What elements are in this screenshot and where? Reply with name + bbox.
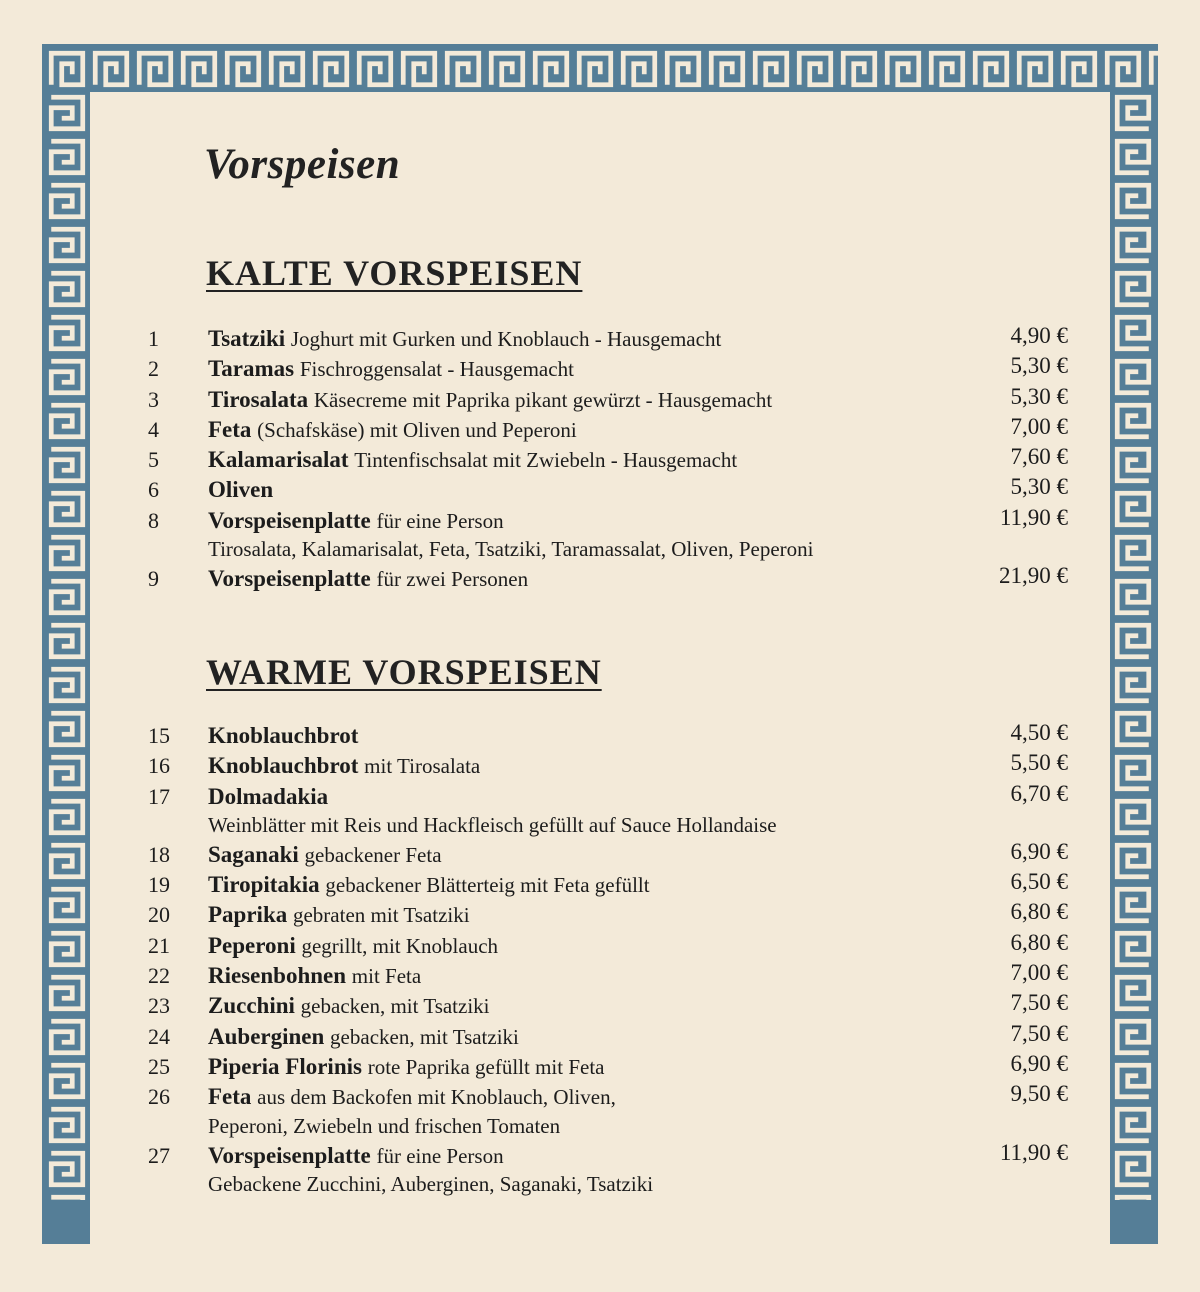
item-description: aus dem Backofen mit Knoblauch, Oliven, — [257, 1085, 616, 1110]
item-name: Oliven — [208, 477, 274, 503]
menu-item — [148, 1141, 1068, 1171]
item-price: 7,50 € — [1010, 990, 1068, 1016]
item-price: 6,70 € — [1010, 780, 1068, 806]
item-name: Riesenbohnen mit Feta — [208, 963, 422, 989]
item-number: 27 — [148, 1142, 170, 1168]
item-number: 26 — [148, 1084, 170, 1110]
item-description: für eine Person — [376, 508, 504, 533]
item-price: 5,30 € — [1010, 474, 1068, 500]
item-number: 18 — [148, 841, 170, 867]
item-name: Knoblauchbrot — [208, 723, 359, 748]
item-price: 4,90 € — [1010, 323, 1068, 348]
item-description: für zwei Personen — [376, 567, 529, 592]
item-price: 4,50 € — [1010, 720, 1068, 745]
menu-list-kalte — [148, 324, 1068, 594]
item-name: Dolmadakia — [208, 783, 329, 809]
item-description: Fischroggensalat - Hausgemacht — [299, 357, 574, 382]
page-title: Vorspeisen — [204, 141, 401, 188]
item-name: Paprika gebraten mit Tsatziki — [208, 902, 470, 928]
item-price: 7,00 € — [1010, 413, 1068, 439]
menu-item — [148, 475, 1068, 505]
item-name: Tsatziki Joghurt mit Gurken und Knoblauch - Hausgemacht — [208, 326, 722, 351]
item-name: Vorspeisenplatte für eine Person — [208, 507, 504, 533]
item-number: 6 — [148, 477, 159, 503]
menu-item — [148, 415, 1068, 445]
item-description: (Schafskäse) mit Oliven und Peperoni — [257, 417, 577, 442]
menu-item — [148, 870, 1068, 900]
item-price: 5,30 € — [1010, 383, 1068, 409]
item-price: 9,50 € — [1010, 1081, 1068, 1107]
item-name: Knoblauchbrot mit Tirosalata — [208, 753, 481, 779]
item-description: Tintenfischsalat mit Zwiebeln - Hausgemacht — [354, 448, 738, 473]
item-name: Kalamarisalat Tintenfischsalat mit Zwiebeln - Hausgemacht — [208, 447, 738, 473]
menu-list-warme — [148, 721, 1068, 1199]
item-price: 7,00 € — [1010, 960, 1068, 986]
item-number: 3 — [148, 386, 159, 412]
item-details: Peperoni, Zwiebeln und frischen Tomaten — [208, 1113, 561, 1138]
item-description: gegrillt, mit Knoblauch — [301, 933, 499, 958]
item-name: Feta aus dem Backofen mit Knoblauch, Oliven, — [208, 1084, 616, 1110]
item-price: 11,90 € — [999, 504, 1068, 530]
item-number: 19 — [148, 872, 170, 898]
item-number: 24 — [148, 1023, 170, 1049]
menu-item — [148, 506, 1068, 536]
item-description: gebackener Feta — [304, 842, 442, 867]
item-description: gebacken, mit Tsatziki — [300, 994, 490, 1019]
item-description: Joghurt mit Gurken und Knoblauch - Hausgemacht — [290, 327, 722, 351]
item-price: 6,80 € — [1010, 929, 1068, 955]
section-title-kalte: KALTE VORSPEISEN — [206, 253, 583, 293]
item-name: Auberginen gebacken, mit Tsatziki — [208, 1023, 519, 1049]
menu-item — [148, 782, 1068, 812]
item-price: 6,50 € — [1010, 869, 1068, 895]
item-name: Vorspeisenplatte für zwei Personen — [208, 566, 529, 592]
menu-item — [148, 324, 1068, 354]
menu-item — [148, 1082, 1068, 1112]
item-number: 9 — [148, 566, 159, 592]
item-number: 4 — [148, 416, 159, 442]
item-number: 5 — [148, 447, 159, 473]
menu-item — [148, 931, 1068, 961]
item-number: 1 — [148, 326, 159, 351]
item-description: mit Feta — [351, 964, 422, 989]
item-price: 7,60 € — [1010, 444, 1068, 470]
item-price: 11,90 € — [999, 1139, 1068, 1165]
item-description: mit Tirosalata — [364, 754, 481, 779]
item-price: 6,80 € — [1010, 899, 1068, 925]
item-number: 20 — [148, 902, 170, 928]
menu-item — [148, 991, 1068, 1021]
menu-item — [148, 564, 1068, 594]
item-name: Peperoni gegrillt, mit Knoblauch — [208, 932, 499, 958]
menu-item — [148, 961, 1068, 991]
item-price: 7,50 € — [1010, 1020, 1068, 1046]
item-price: 5,50 € — [1010, 750, 1068, 776]
menu-item — [148, 900, 1068, 930]
item-number: 2 — [148, 356, 159, 382]
menu-item — [148, 840, 1068, 870]
item-number: 17 — [148, 783, 170, 809]
item-description: gebackener Blätterteig mit Feta gefüllt — [325, 873, 650, 898]
item-description: rote Paprika gefüllt mit Feta — [367, 1054, 605, 1079]
item-price: 6,90 € — [1010, 1050, 1068, 1076]
section-title-warme: WARME VORSPEISEN — [206, 652, 602, 692]
item-name: Feta (Schafskäse) mit Oliven und Peperoni — [208, 416, 577, 442]
item-description: gebacken, mit Tsatziki — [330, 1024, 519, 1049]
item-price: 6,90 € — [1010, 838, 1068, 864]
item-price: 5,30 € — [1010, 353, 1068, 379]
item-description: für eine Person — [376, 1143, 504, 1168]
item-name: Zucchini gebacken, mit Tsatziki — [208, 993, 490, 1019]
item-name: Tirosalata Käsecreme mit Paprika pikant gewürzt - Hausgemacht — [208, 386, 773, 412]
item-number: 22 — [148, 963, 170, 989]
item-name: Taramas Fischroggensalat - Hausgemacht — [208, 356, 574, 382]
menu-item — [148, 385, 1068, 415]
item-details: Tirosalata, Kalamarisalat, Feta, Tsatziki, Taramassalat, Oliven, Peperoni — [208, 537, 814, 562]
item-name: Tiropitakia gebackener Blätterteig mit Feta gefüllt — [208, 872, 650, 898]
item-description: Käsecreme mit Paprika pikant gewürzt - Hausgemacht — [313, 387, 773, 412]
menu-item — [148, 721, 1068, 751]
item-description: gebraten mit Tsatziki — [292, 903, 470, 928]
menu-item — [148, 1052, 1068, 1082]
menu-item — [148, 445, 1068, 475]
item-number: 25 — [148, 1053, 170, 1079]
item-number: 21 — [148, 932, 170, 958]
menu-item — [148, 751, 1068, 781]
item-details: Weinblätter mit Reis und Hackfleisch gefüllt auf Sauce Hollandaise — [208, 812, 777, 837]
item-number: 15 — [148, 723, 170, 748]
item-number: 23 — [148, 993, 170, 1019]
item-details: Gebackene Zucchini, Auberginen, Saganaki, Tsatziki — [208, 1171, 654, 1196]
menu-item — [148, 354, 1068, 384]
item-name: Vorspeisenplatte für eine Person — [208, 1142, 504, 1168]
item-number: 8 — [148, 507, 159, 533]
item-number: 16 — [148, 753, 170, 779]
item-price: 21,90 € — [999, 563, 1068, 589]
item-name: Saganaki gebackener Feta — [208, 841, 442, 867]
item-name: Piperia Florinis rote Paprika gefüllt mit Feta — [208, 1053, 605, 1079]
menu-item — [148, 1022, 1068, 1052]
